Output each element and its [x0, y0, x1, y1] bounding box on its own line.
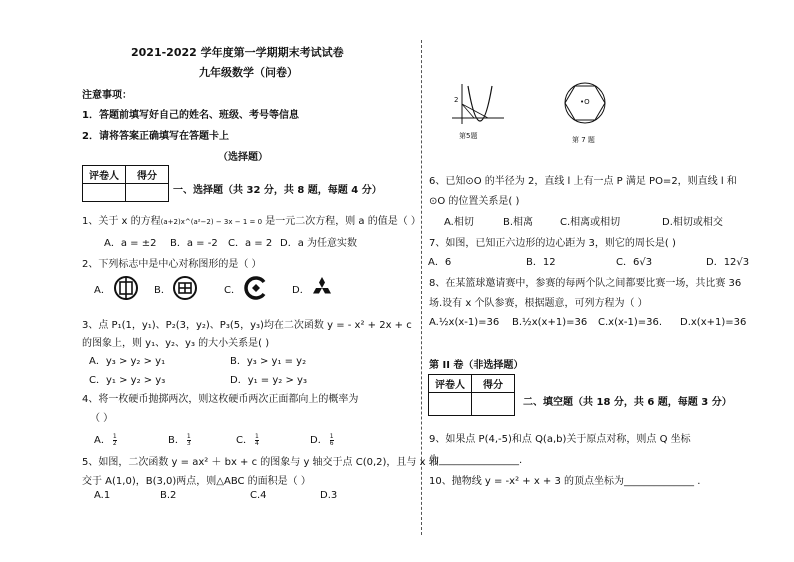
- q7-option-b: B．12: [526, 257, 556, 268]
- score-label-grader: 评卷人: [83, 166, 126, 184]
- bank-logo-icon-b: [173, 276, 197, 300]
- q3-option-c: C．y₁ > y₂ > y₃: [89, 375, 166, 386]
- q3-option-d: D．y₁ = y₂ > y₃: [230, 375, 307, 386]
- q3-line1: 3、点 P₁(1，y₁)、P₂(3，y₂)、P₃(5，y₃)均在二次函数 y = - x² + 2x + c: [82, 320, 412, 331]
- q2-label-a: A．: [94, 285, 111, 296]
- q7-option-a: A．6: [428, 257, 452, 268]
- q3-option-b: B．y₃ > y₁ = y₂: [230, 356, 307, 367]
- q2-label-d: D．: [292, 285, 310, 296]
- q8-line2: 场.设有 x 个队参赛，根据题意，可列方程为（ ）: [429, 298, 648, 309]
- diamond-logo-icon-d: [309, 276, 335, 300]
- q5-option-d: D.3: [320, 490, 338, 501]
- q5-option-b: B.2: [160, 490, 177, 501]
- part2-heading: 第 II 卷（非选择题）: [429, 360, 524, 371]
- q5-line2: 交于 A(1,0)，B(3,0)两点，则△ABC 的面积是（ ）: [82, 476, 311, 487]
- q1-text: [82, 212, 421, 227]
- q3-line2: 的图象上，则 y₁、y₂、y₃ 的大小关系是( ): [82, 338, 270, 349]
- q6-line1: 6、已知⊙O 的半径为 2，直线 l 上有一点 P 满足 PO=2，则直线 l 和: [429, 176, 737, 187]
- q1-option-c: C．a = 2: [228, 238, 273, 249]
- part1-title: 一、选择题（共 32 分，共 8 题，每题 4 分）: [173, 185, 382, 196]
- q8-option-b: B.½x(x+1)=36: [512, 317, 588, 328]
- score2-label-grader: 评卷人: [429, 375, 472, 393]
- q1-option-b: B．a = -2: [170, 238, 218, 249]
- part2-title: 二、填空题（共 18 分，共 6 题，每题 3 分）: [523, 397, 732, 408]
- q5-option-c: C.4: [250, 490, 267, 501]
- exam-title: 2021-2022 学年度第一学期期末考试试卷: [131, 46, 344, 59]
- q6-option-b: B.相离: [503, 217, 534, 228]
- score2-label-score: 得分: [472, 375, 515, 393]
- q4-line1: 4、将一枚硬币抛掷两次，则这枚硬币两次正面都向上的概率为: [82, 394, 359, 405]
- q1-stem: 1、关于 x 的方程: [82, 216, 161, 227]
- q2-label-b: B．: [154, 285, 171, 296]
- q4-option-b: B． $\frac{1}{3}$: [168, 432, 191, 447]
- q5-option-a: A.1: [94, 490, 111, 501]
- q10-line1: 10、抛物线 y = -x² + x + 3 的顶点坐标为______________ .: [429, 476, 701, 487]
- q4-line2: （ ）: [90, 413, 114, 424]
- notes-heading: 注意事项：: [82, 90, 132, 101]
- note-item-2: 2．请将答案正确填写在答题卡上: [82, 131, 229, 142]
- q8-line1: 8、在某篮球邀请赛中，参赛的每两个队之间都要比赛一场，共比赛 36: [429, 278, 742, 289]
- q8-option-c: C.x(x-1)=36.: [598, 317, 663, 328]
- q1-option-a: A．a = ±2: [104, 238, 157, 249]
- q9-line2: 为________________.: [429, 455, 523, 466]
- q3-option-a: A．y₃ > y₂ > y₁: [89, 356, 166, 367]
- q8-option-a: A.½x(x-1)=36: [429, 317, 500, 328]
- q6-option-c: C.相离或相切: [560, 217, 621, 228]
- score-table-1: [82, 165, 169, 202]
- q4-option-a: A． $\frac{1}{2}$: [94, 432, 117, 447]
- score-label-score: 得分: [126, 166, 169, 184]
- q7-option-c: C．6√3: [616, 257, 653, 268]
- bank-logo-icon-c: [244, 276, 268, 300]
- exam-subtitle: 九年级数学（问卷）: [199, 66, 298, 79]
- q6-line2: ⊙O 的位置关系是( ): [429, 196, 520, 207]
- q1-formula: (a+2)x^(a²−2) − 3x − 1 = 0: [160, 218, 263, 226]
- score-table-2: [428, 374, 515, 416]
- fig5-axis-label: 2: [454, 96, 459, 104]
- q4-option-d: D． $\frac{1}{6}$: [310, 432, 334, 447]
- q5-line1: 5、如图，二次函数 y = ax² ＋ bx + c 的图象与 y 轴交于点 C(0,2)，且与 x 轴: [82, 457, 439, 468]
- fig5-parabola-figure: [448, 82, 506, 132]
- q8-option-d: D.x(x+1)=36: [680, 317, 747, 328]
- fig7-caption: 第 7 题: [572, 136, 595, 144]
- q1-option-d: D．a 为任意实数: [280, 238, 358, 249]
- q6-option-d: D.相切或相交: [662, 217, 723, 228]
- q2-label-c: C．: [224, 285, 241, 296]
- section-tag: （选择题）: [218, 152, 268, 163]
- note-item-1: 1．答题前填写好自己的姓名、班级、考号等信息: [82, 110, 299, 121]
- q6-option-a: A.相切: [444, 217, 474, 228]
- q1-tail: 是一元二次方程，则 a 的值是（ ）: [262, 216, 421, 227]
- q2-stem: 2、下列标志中是中心对称图形的是（ ）: [82, 259, 262, 270]
- fig5-caption: 第5题: [459, 132, 478, 140]
- q7-line1: 7、如图，已知正六边形的边心距为 3，则它的周长是( ): [429, 238, 676, 249]
- fig7-center-label: •O: [580, 98, 590, 106]
- q7-option-d: D．12√3: [706, 257, 750, 268]
- bank-logo-icon-a: [114, 276, 138, 300]
- q4-option-c: C． $\frac{1}{4}$: [236, 432, 259, 447]
- q9-line1: 9、如果点 P(4,-5)和点 Q(a,b)关于原点对称，则点 Q 坐标: [429, 434, 691, 445]
